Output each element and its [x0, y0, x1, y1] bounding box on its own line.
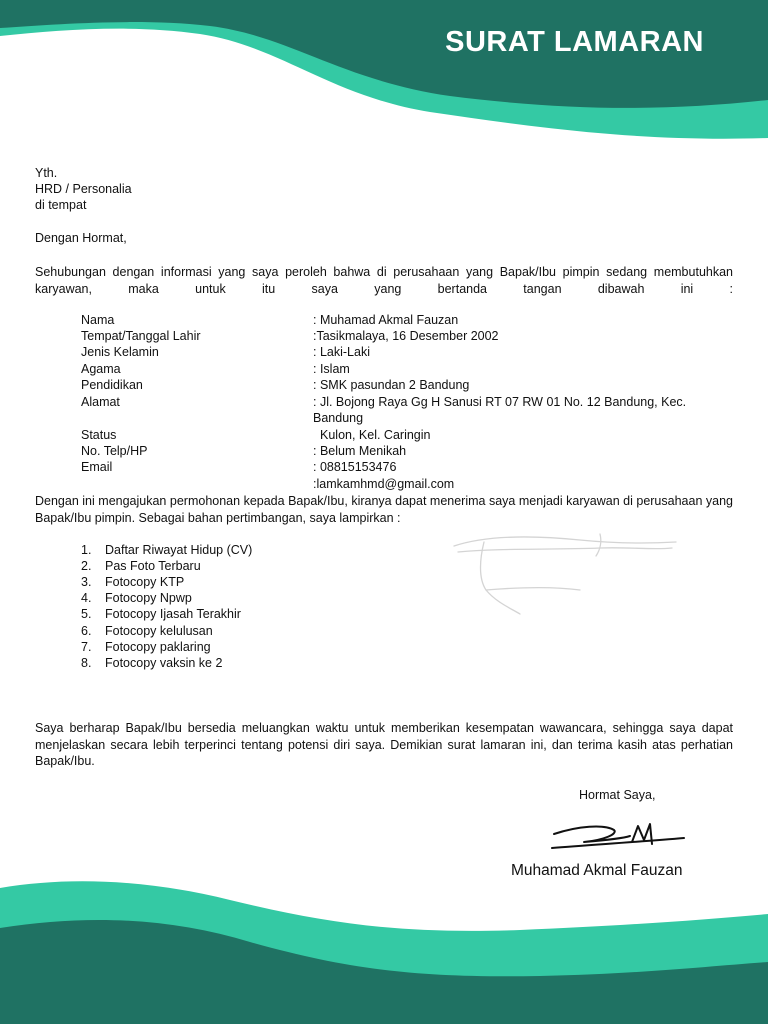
- field-label-agama: Agama: [81, 362, 121, 376]
- field-label-nama: Nama: [81, 313, 115, 327]
- recipient-line: HRD / Personalia: [35, 182, 132, 196]
- header-wave-decoration: [0, 0, 768, 160]
- intro-paragraph: Sehubungan dengan informasi yang saya peroleh bahwa di perusahaan yang Bapak/Ibu pimpin sedang membutuhkan karyawan, maka untuk itu saya yang bertanda tangan dibawah ini :: [35, 265, 733, 296]
- list-number: 1.: [81, 543, 92, 557]
- attachment-item: Fotocopy Ijasah Terakhir: [105, 607, 241, 621]
- closing-paragraph: Saya berharap Bapak/Ibu bersedia meluangkan waktu untuk memberikan kesempatan wawancara, sehingga saya dapat menjelaskan secara lebih terperinci tentang potensi diri saya. Demikian surat lamaran ini, dan terima kasih atas perhatian Bapak/Ibu.: [35, 721, 733, 768]
- list-number: 8.: [81, 656, 92, 670]
- field-label-status: Status: [81, 428, 117, 442]
- page-title: SURAT LAMARAN: [445, 26, 704, 58]
- field-value: :Tasikmalaya, 16 Desember 2002: [313, 329, 499, 343]
- list-number: 2.: [81, 559, 92, 573]
- list-number: 3.: [81, 575, 92, 589]
- list-number: 6.: [81, 624, 92, 638]
- recipient-line: Yth.: [35, 166, 58, 180]
- request-paragraph: Dengan ini mengajukan permohonan kepada Bapak/Ibu, kiranya dapat menerima saya menjadi karyawan di perusahaan yang Bapak/Ibu pimpin. Sebagai bahan pertimbangan, saya lampirkan :: [35, 494, 733, 525]
- field-value: : Laki-Laki: [313, 345, 370, 359]
- field-label-email: Email: [81, 460, 113, 474]
- field-label-alamat: Alamat: [81, 395, 120, 409]
- attachment-item: Fotocopy vaksin ke 2: [105, 656, 223, 670]
- attachment-item: Fotocopy kelulusan: [105, 624, 213, 638]
- field-value: : Belum Menikah: [313, 444, 407, 458]
- recipient-line: di tempat: [35, 198, 87, 212]
- field-value: : Islam: [313, 362, 350, 376]
- attachment-item: Daftar Riwayat Hidup (CV): [105, 543, 253, 557]
- list-number: 7.: [81, 640, 92, 654]
- attachment-item: Pas Foto Terbaru: [105, 559, 201, 573]
- field-value: :lamkamhmd@gmail.com: [313, 477, 455, 491]
- faint-scribble-watermark: [450, 528, 680, 623]
- field-label-jenis-kelamin: Jenis Kelamin: [81, 345, 159, 359]
- handwritten-signature: [548, 818, 688, 858]
- field-value: : 08815153476: [313, 460, 397, 474]
- list-number: 4.: [81, 591, 92, 605]
- field-label-telp: No. Telp/HP: [81, 444, 148, 458]
- attachment-item: Fotocopy KTP: [105, 575, 185, 589]
- sign-off: Hormat Saya,: [579, 788, 656, 802]
- field-label-ttl: Tempat/Tanggal Lahir: [81, 329, 201, 343]
- field-value: : Muhamad Akmal Fauzan: [313, 313, 459, 327]
- field-value: Kulon, Kel. Caringin: [320, 428, 431, 442]
- field-value: : SMK pasundan 2 Bandung: [313, 378, 470, 392]
- greeting: Dengan Hormat,: [35, 231, 127, 245]
- field-value: : Jl. Bojong Raya Gg H Sanusi RT 07 RW 01 No. 12 Bandung, Kec.: [313, 395, 687, 409]
- signer-name: Muhamad Akmal Fauzan: [511, 862, 683, 879]
- field-value: Bandung: [313, 411, 364, 425]
- list-number: 5.: [81, 607, 92, 621]
- field-label-pendidikan: Pendidikan: [81, 378, 143, 392]
- attachment-item: Fotocopy paklaring: [105, 640, 211, 654]
- footer-wave-decoration: [0, 870, 768, 1024]
- attachment-item: Fotocopy Npwp: [105, 591, 192, 605]
